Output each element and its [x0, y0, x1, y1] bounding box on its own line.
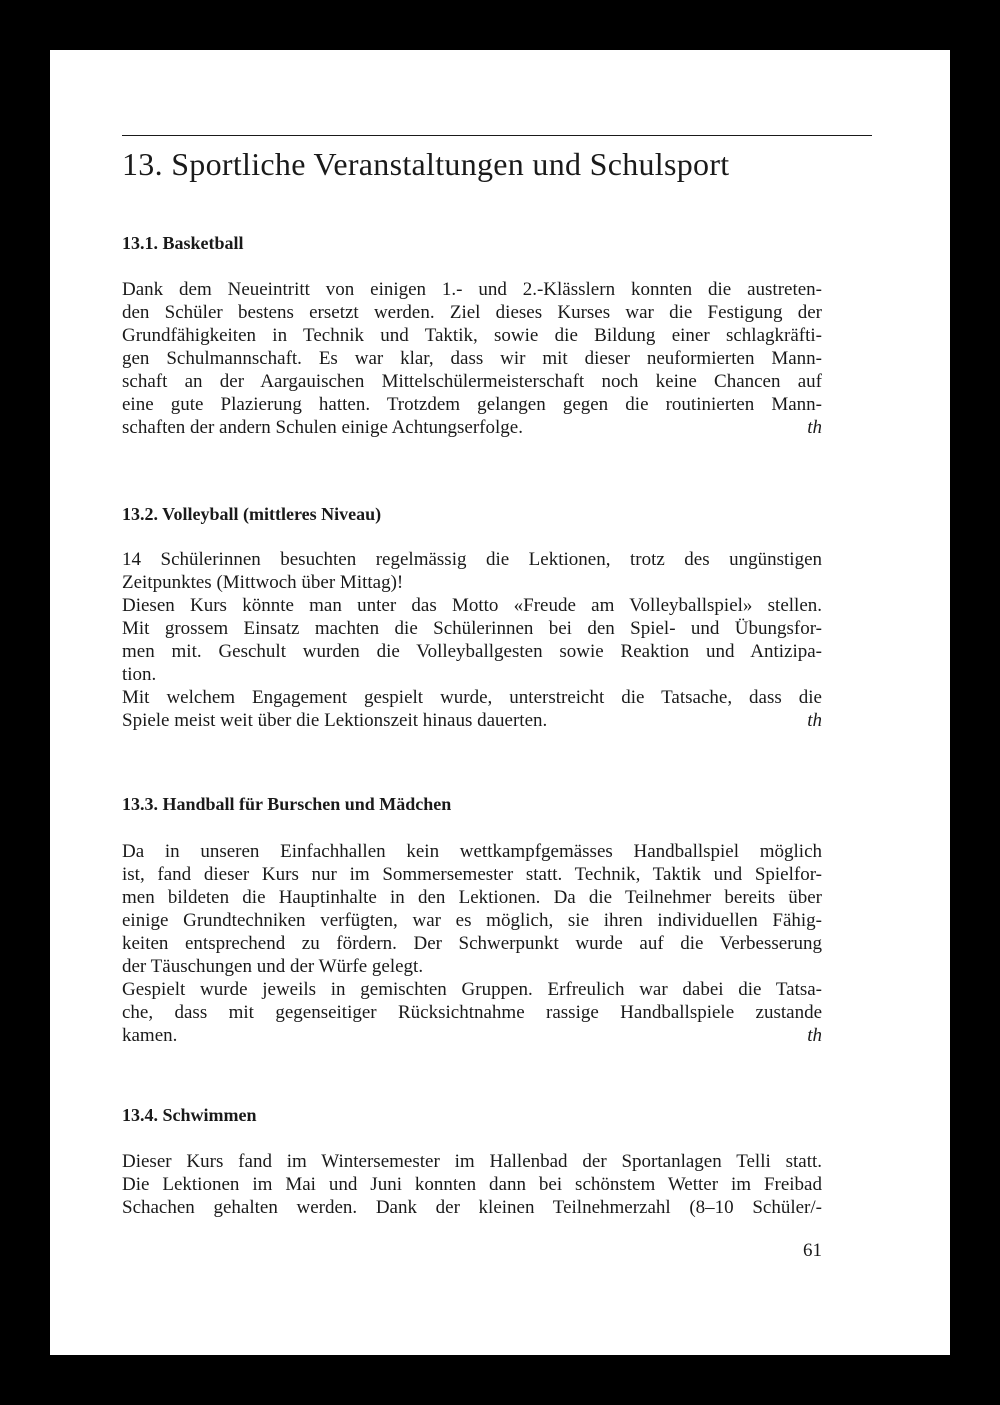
document-page — [50, 50, 950, 1355]
paragraph-line: den Schüler bestens ersetzt werden. Ziel dieses Kurses war die Festigung der — [122, 302, 822, 323]
section-heading-schwimmen: 13.4. Schwimmen — [122, 1105, 257, 1125]
paragraph-line: Dank dem Neueintritt von einigen 1.- und 2.-Klässlern konnten die austreten- — [122, 279, 822, 300]
paragraph-line: schaften der andern Schulen einige Achtungserfolge. — [122, 417, 523, 438]
paragraph-line: tion. — [122, 664, 157, 685]
paragraph-line: che, dass mit gegenseitiger Rücksichtnahme rassige Handballspiele zustande — [122, 1002, 822, 1023]
paragraph-line: men mit. Geschult wurden die Volleyballgesten sowie Reaktion und Antizipa- — [122, 641, 822, 662]
section-heading-handball: 13.3. Handball für Burschen und Mädchen — [122, 794, 452, 814]
paragraph-line: Diesen Kurs könnte man unter das Motto «Freude am Volleyballspiel» stellen. — [122, 595, 822, 616]
paragraph-line: ist, fand dieser Kurs nur im Sommersemester statt. Technik, Taktik und Spielfor- — [122, 864, 822, 885]
paragraph-line: Zeitpunktes (Mittwoch über Mittag)! — [122, 572, 404, 593]
paragraph-line: Schachen gehalten werden. Dank der kleinen Teilnehmerzahl (8–10 Schüler/- — [122, 1197, 822, 1218]
paragraph-line: schaft an der Aargauischen Mittelschülermeisterschaft noch keine Chancen auf — [122, 371, 822, 392]
paragraph-line: einige Grundtechniken verfügten, war es möglich, sie ihren individuellen Fähig- — [122, 910, 822, 931]
paragraph-line: keiten entsprechend zu fördern. Der Schwerpunkt wurde auf die Verbesserung — [122, 933, 822, 954]
top-rule — [122, 135, 872, 136]
paragraph-line: Spiele meist weit über die Lektionszeit hinaus dauerten. — [122, 710, 548, 731]
section-heading-basketball: 13.1. Basketball — [122, 233, 244, 253]
paragraph-line: Mit grossem Einsatz machten die Schülerinnen bei den Spiel- und Übungsfor- — [122, 618, 822, 639]
chapter-title: 13. Sportliche Veranstaltungen und Schulsport — [122, 146, 730, 182]
page-number: 61 — [803, 1240, 822, 1261]
paragraph-line: Grundfähigkeiten in Technik und Taktik, sowie die Bildung einer schlagkräfti- — [122, 325, 822, 346]
paragraph-line: kamen. — [122, 1025, 178, 1046]
author-initials: th — [807, 1025, 822, 1046]
paragraph-line: men bildeten die Hauptinhalte in den Lektionen. Da die Teilnehmer bereits über — [122, 887, 822, 908]
paragraph-line: eine gute Plazierung hatten. Trotzdem gelangen gegen die routinierten Mann- — [122, 394, 822, 415]
paragraph-line: der Täuschungen und der Würfe gelegt. — [122, 956, 424, 977]
paragraph-line: Dieser Kurs fand im Wintersemester im Hallenbad der Sportanlagen Telli statt. — [122, 1151, 822, 1172]
author-initials: th — [807, 710, 822, 731]
paragraph-line: Die Lektionen im Mai und Juni konnten dann bei schönstem Wetter im Freibad — [122, 1174, 822, 1195]
paragraph-line: gen Schulmannschaft. Es war klar, dass wir mit dieser neuformierten Mann- — [122, 348, 822, 369]
paragraph-line: Da in unseren Einfachhallen kein wettkampfgemässes Handballspiel möglich — [122, 841, 822, 862]
section-heading-volleyball: 13.2. Volleyball (mittleres Niveau) — [122, 504, 382, 524]
author-initials: th — [807, 417, 822, 438]
paragraph-line: 14 Schülerinnen besuchten regelmässig die Lektionen, trotz des ungünstigen — [122, 549, 822, 570]
paragraph-line: Gespielt wurde jeweils in gemischten Gruppen. Erfreulich war dabei die Tatsa- — [122, 979, 822, 1000]
paragraph-line: Mit welchem Engagement gespielt wurde, unterstreicht die Tatsache, dass die — [122, 687, 822, 708]
